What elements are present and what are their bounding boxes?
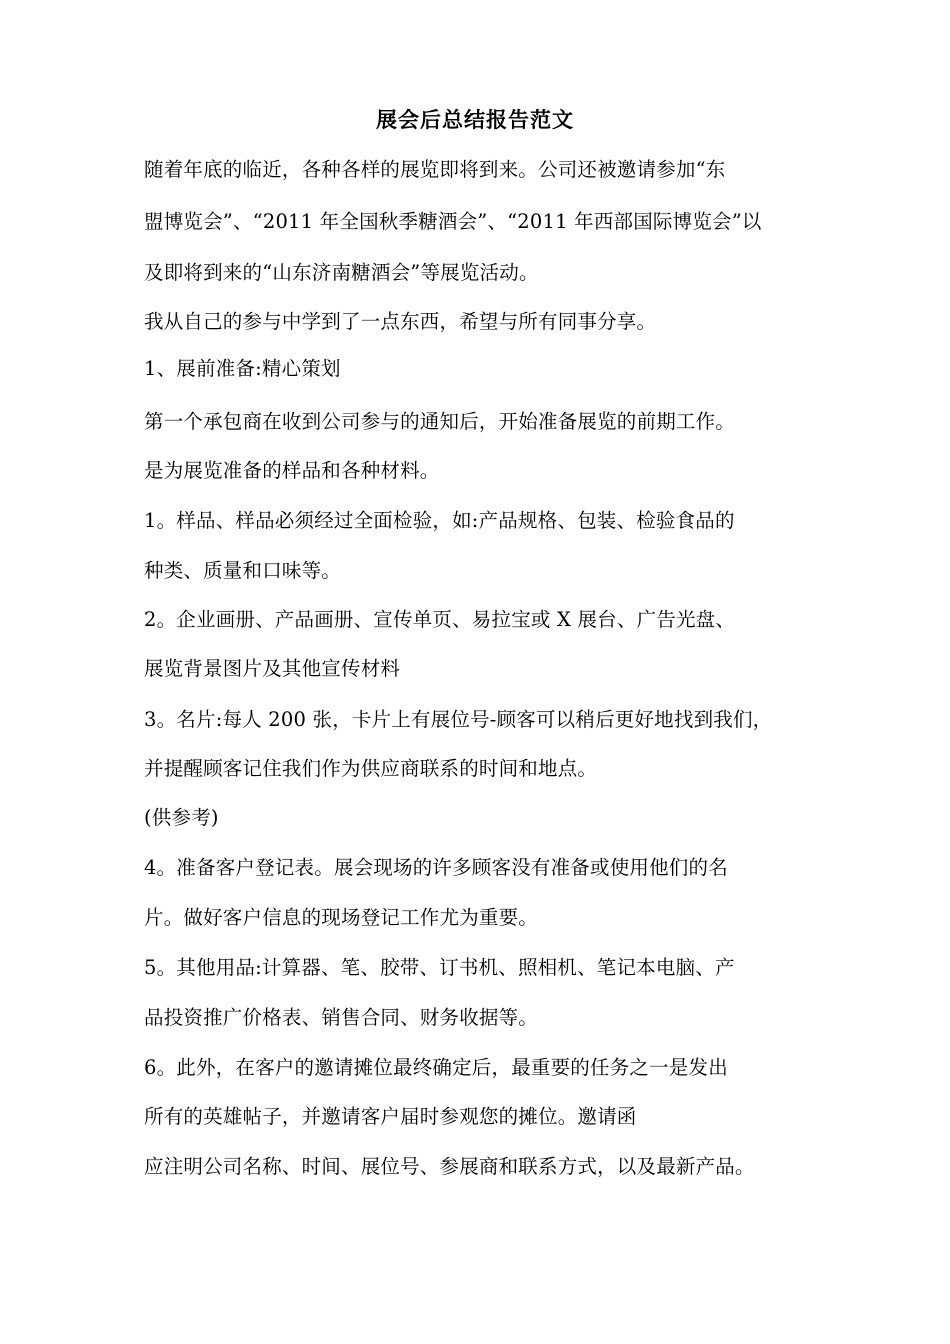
section-heading: 1、展前准备:精心策划 [144, 357, 341, 380]
paragraph-line: 我从自己的参与中学到了一点东西，希望与所有同事分享。 [144, 310, 657, 333]
list-item-line: 1。样品、样品必须经过全面检验，如:产品规格、包装、检验食品的 [144, 509, 735, 532]
list-item-line: 4。准备客户登记表。展会现场的许多顾客没有准备或使用他们的名 [144, 856, 728, 879]
list-item-line: 3。名片:每人 200 张，卡片上有展位号-顾客可以稍后更好地找到我们， [144, 708, 773, 731]
paragraph-line: 第一个承包商在收到公司参与的通知后，开始准备展览的前期工作。 [144, 410, 736, 433]
list-item-line: 应注明公司名称、时间、展位号、参展商和联系方式，以及最新产品。 [144, 1155, 755, 1178]
list-item-line: 2。企业画册、产品画册、宣传单页、易拉宝或 X 展台、广告光盘、 [144, 608, 736, 631]
document-title: 展会后总结报告范文 [376, 107, 574, 132]
list-item-line: 5。其他用品:计算器、笔、胶带、订书机、照相机、笔记本电脑、产 [144, 956, 735, 979]
list-item-line: 种类、质量和口味等。 [144, 559, 342, 582]
paragraph-line: 是为展览准备的样品和各种材料。 [144, 459, 440, 482]
list-item-line: 6。此外，在客户的邀请摊位最终确定后，最重要的任务之一是发出 [144, 1056, 728, 1079]
list-item-line: 并提醒顾客记住我们作为供应商联系的时间和地点。 [144, 757, 598, 780]
paragraph-line: 盟博览会”、“2011 年全国秋季糖酒会”、“2011 年西部国际博览会”以 [144, 210, 762, 233]
list-item-line: 片。做好客户信息的现场登记工作尤为重要。 [144, 906, 539, 929]
note-line: (供参考) [144, 806, 219, 829]
list-item-line: 品投资推广价格表、销售合同、财务收据等。 [144, 1006, 539, 1029]
list-item-line: 展览背景图片及其他宣传材料 [144, 657, 401, 680]
paragraph-line: 及即将到来的“山东济南糖酒会”等展览活动。 [144, 261, 539, 284]
paragraph-line: 随着年底的临近，各种各样的展览即将到来。公司还被邀请参加“东 [144, 158, 726, 181]
list-item-line: 所有的英雄帖子，并邀请客户届时参观您的摊位。邀请函 [144, 1105, 637, 1128]
